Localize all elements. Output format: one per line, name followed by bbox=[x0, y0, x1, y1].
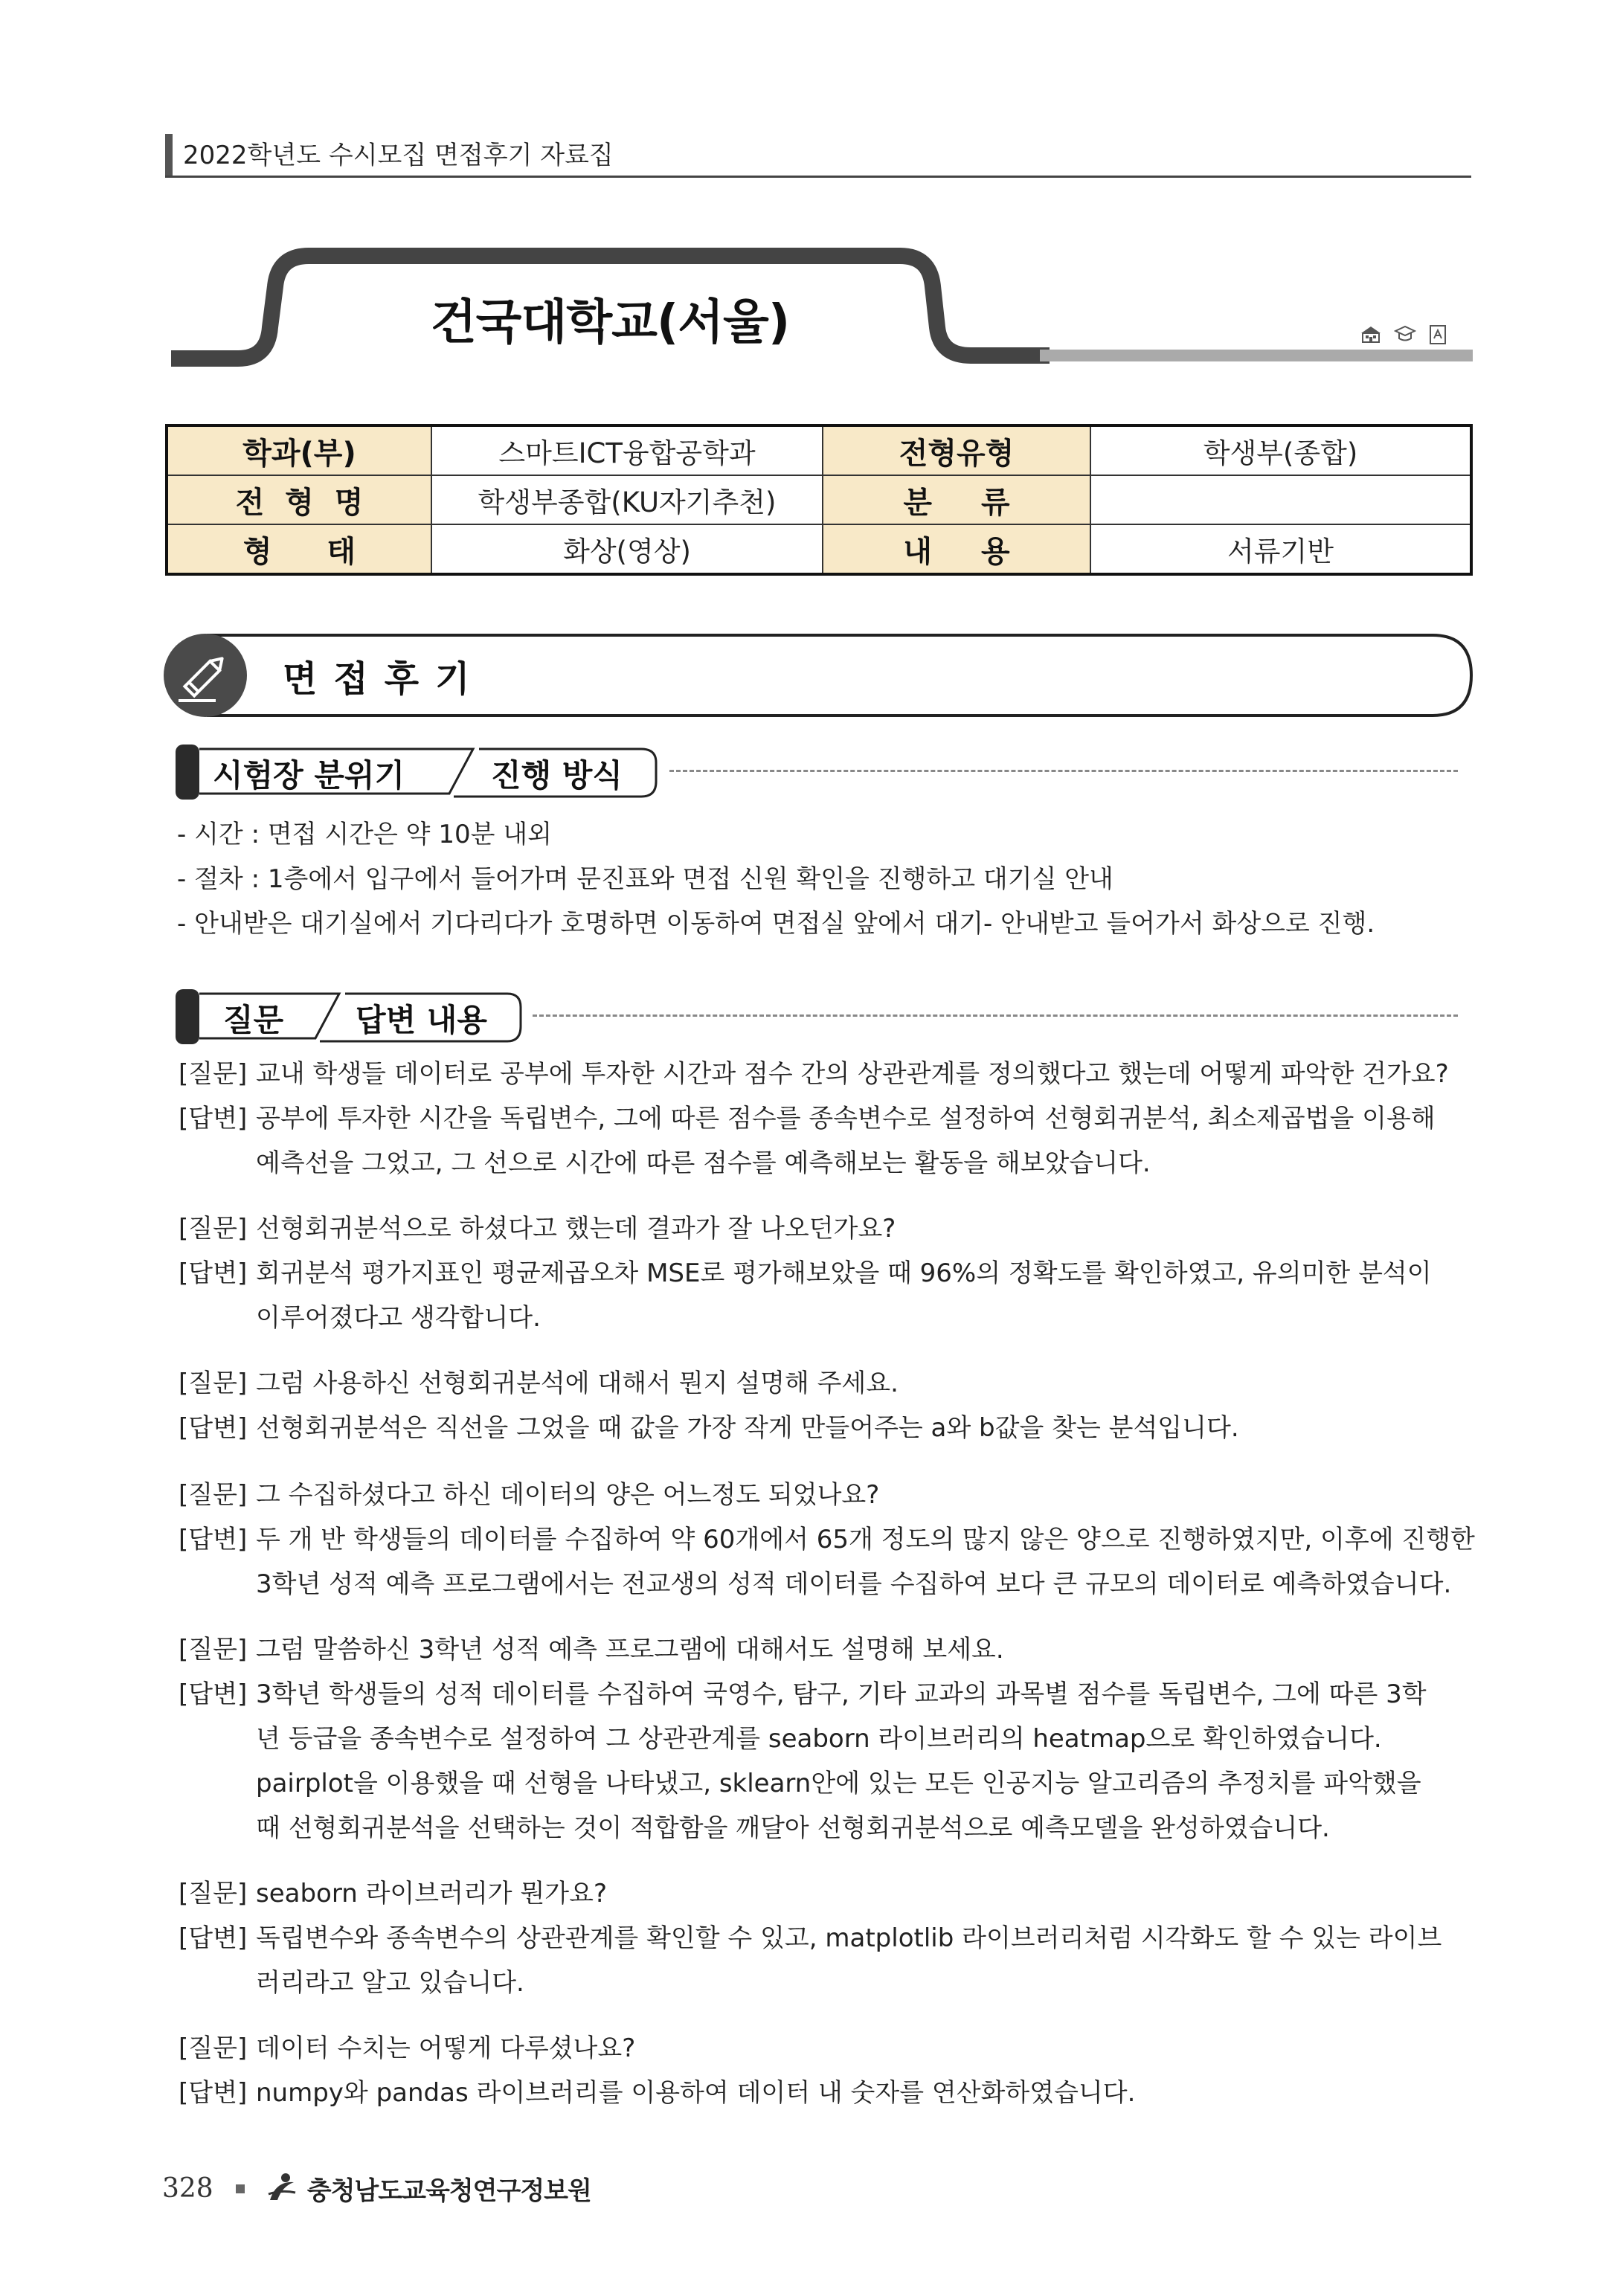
title-icons bbox=[1360, 324, 1447, 348]
graduation-cap-icon bbox=[1394, 324, 1416, 348]
info-table bbox=[165, 424, 1473, 576]
subhead-1-divider bbox=[669, 770, 1458, 772]
subhead-process: 진행 방식 bbox=[491, 757, 623, 794]
table-row bbox=[167, 524, 1471, 574]
answer-1-line-2: 예측선을 그었고, 그 선으로 시간에 따른 점수를 예측해보는 활동을 해보았습니다. bbox=[256, 1148, 1151, 1178]
question-tag: [질문] bbox=[179, 1635, 248, 1665]
answer-7: [답변] numpy와 pandas 라이브러리를 이용하여 데이터 내 숫자를 연산화하였습니다. bbox=[179, 2074, 1135, 2112]
answer-tag: [답변] bbox=[179, 1413, 248, 1443]
footer-square bbox=[236, 2184, 245, 2193]
subhead-atmosphere: 시험장 분위기 bbox=[213, 757, 405, 794]
label-content: 내 용 bbox=[823, 524, 1090, 574]
answer-tag: [답변] bbox=[179, 1104, 248, 1133]
question-6: [질문] seaborn 라이브러리가 뭔가요? bbox=[179, 1874, 607, 1913]
school-building-icon bbox=[1360, 324, 1382, 348]
question-tag: [질문] bbox=[179, 1369, 248, 1398]
question-7: [질문] 데이터 수치는 어떻게 다루셨나요? bbox=[179, 2029, 635, 2068]
label-department: 학과(부) bbox=[167, 425, 431, 475]
answer-tag: [답변] bbox=[179, 2078, 248, 2108]
value-content: 서류기반 bbox=[1090, 524, 1471, 574]
answer-2-line-2: 이루어졌다고 생각합니다. bbox=[256, 1303, 541, 1333]
page-title: 건국대학교(서울) bbox=[430, 295, 790, 350]
organization-logo-icon bbox=[266, 2172, 300, 2206]
answer-5-line-2: 년 등급을 종속변수로 설정하여 그 상관관계를 seaborn 라이브러리의 heatmap으로 확인하였습니다. bbox=[256, 1724, 1382, 1754]
running-header: 2022학년도 수시모집 면접후기 자료집 bbox=[165, 134, 614, 177]
header-rule bbox=[165, 176, 1471, 178]
value-format: 화상(영상) bbox=[431, 524, 823, 574]
question-2: [질문] 선형회귀분석으로 하셨다고 했는데 결과가 잘 나오던가요? bbox=[179, 1209, 896, 1248]
bullet-time: - 시간 : 면접 시간은 약 10분 내외 bbox=[177, 820, 552, 849]
question-tag: [질문] bbox=[179, 1879, 248, 1908]
question-tag: [질문] bbox=[179, 1214, 248, 1244]
question-tag: [질문] bbox=[179, 2033, 248, 2063]
answer-5-line-4: 때 선형회귀분석을 선택하는 것이 적합함을 깨달아 선형회귀분석으로 예측모델을 완성하였습니다. bbox=[256, 1813, 1330, 1843]
value-admission-name: 학생부종합(KU자기추천) bbox=[431, 475, 823, 524]
label-format: 형 태 bbox=[167, 524, 431, 574]
bullet-waiting: - 안내받은 대기실에서 기다리다가 호명하면 이동하여 면접실 앞에서 대기- 안내받고 들어가서 화상으로 진행. bbox=[177, 909, 1375, 939]
answer-2: [답변] 회귀분석 평가지표인 평균제곱오차 MSE로 평가해보았을 때 96%의 정확도를 확인하였고, 유의미한 분석이 bbox=[179, 1254, 1432, 1293]
question-4: [질문] 그 수집하셨다고 하신 데이터의 양은 어느정도 되었나요? bbox=[179, 1476, 879, 1514]
question-3: [질문] 그럼 사용하신 선형회귀분석에 대해서 뭔지 설명해 주세요. bbox=[179, 1364, 899, 1403]
question-tag: [질문] bbox=[179, 1480, 248, 1510]
title-frame bbox=[171, 245, 1480, 372]
question-1: [질문] 교내 학생들 데이터로 공부에 투자한 시간과 점수 간의 상관관계를 정의했다고 했는데 어떻게 파악한 건가요? bbox=[179, 1055, 1449, 1093]
value-admission-type: 학생부(종합) bbox=[1090, 425, 1471, 475]
answer-tag: [답변] bbox=[179, 1258, 248, 1288]
section-banner-title: 면접후기 bbox=[283, 658, 486, 700]
bullet-procedure: - 절차 : 1층에서 입구에서 들어가며 문진표와 면접 신원 확인을 진행하고 대기실 안내 bbox=[177, 864, 1113, 894]
answer-5-line-3: pairplot을 이용했을 때 선형을 나타냈고, sklearn안에 있는 모든 인공지능 알고리즘의 추정치를 파악했을 bbox=[256, 1769, 1421, 1798]
answer-4-line-2: 3학년 성적 예측 프로그램에서는 전교생의 성적 데이터를 수집하여 보다 큰 규모의 데이터로 예측하였습니다. bbox=[256, 1569, 1452, 1599]
value-department: 스마트ICT융합공학과 bbox=[431, 425, 823, 475]
question-tag: [질문] bbox=[179, 1059, 248, 1089]
exam-paper-icon bbox=[1428, 324, 1447, 348]
value-category bbox=[1090, 475, 1471, 524]
answer-5: [답변] 3학년 학생들의 성적 데이터를 수집하여 국영수, 탐구, 기타 교과의 과목별 점수를 독립변수, 그에 따른 3학 bbox=[179, 1675, 1427, 1714]
answer-tag: [답변] bbox=[179, 1525, 248, 1554]
answer-6: [답변] 독립변수와 종속변수의 상관관계를 확인할 수 있고, matplotlib 라이브러리처럼 시각화도 할 수 있는 라이브 bbox=[179, 1919, 1442, 1958]
label-admission-name: 전 형 명 bbox=[167, 475, 431, 524]
answer-3: [답변] 선형회귀분석은 직선을 그었을 때 값을 가장 작게 만들어주는 a와 b값을 찾는 분석입니다. bbox=[179, 1409, 1239, 1447]
page-footer bbox=[162, 2170, 591, 2207]
organization-name: 충청남도교육청연구정보원 bbox=[306, 2176, 591, 2206]
answer-6-line-2: 러리라고 알고 있습니다. bbox=[256, 1968, 524, 1998]
label-admission-type: 전형유형 bbox=[823, 425, 1090, 475]
subhead-2-divider bbox=[533, 1014, 1458, 1017]
answer-1: [답변] 공부에 투자한 시간을 독립변수, 그에 따른 점수를 종속변수로 설정하여 선형회귀분석, 최소제곱법을 이용해 bbox=[179, 1099, 1436, 1138]
subhead-answer: 답변 내용 bbox=[356, 1002, 487, 1038]
label-category: 분 류 bbox=[823, 475, 1090, 524]
answer-tag: [답변] bbox=[179, 1679, 248, 1709]
answer-tag: [답변] bbox=[179, 1923, 248, 1953]
question-5: [질문] 그럼 말씀하신 3학년 성적 예측 프로그램에 대해서도 설명해 보세요. bbox=[179, 1630, 1004, 1669]
page-number: 328 bbox=[162, 2173, 213, 2204]
table-row bbox=[167, 425, 1471, 475]
subhead-question: 질문 bbox=[223, 1002, 284, 1038]
table-row bbox=[167, 475, 1471, 524]
answer-4: [답변] 두 개 반 학생들의 데이터를 수집하여 약 60개에서 65개 정도의 많지 않은 양으로 진행하였지만, 이후에 진행한 bbox=[179, 1520, 1475, 1559]
